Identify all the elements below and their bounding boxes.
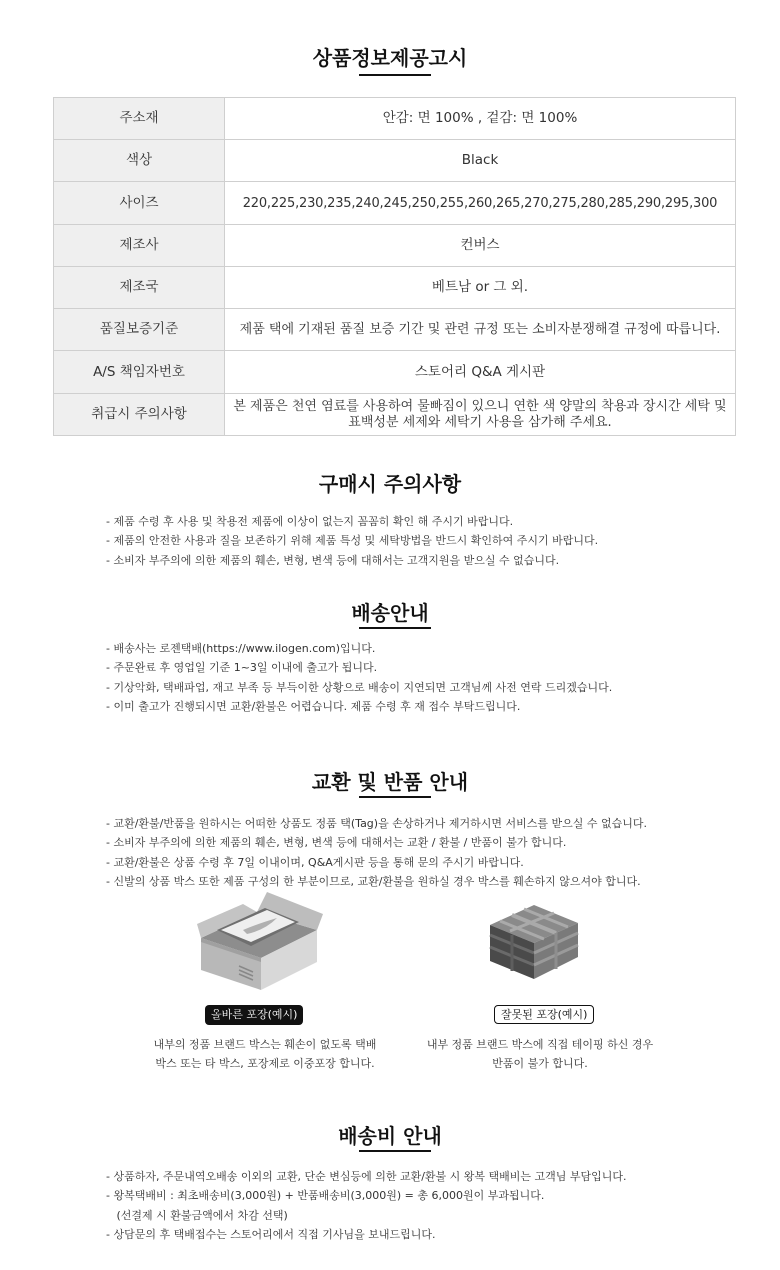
list-item: - 상품하자, 주문내역오배송 이외의 교환, 단순 변심등에 의한 교환/환불 시 왕복 택배비는 고객님 부담입니다. [106, 1170, 627, 1183]
caption-line: 반품이 불가 합니다. [492, 1057, 588, 1070]
list-item: - 교환/환불은 상품 수령 후 7일 이내이며, Q&A게시판 등을 통해 문의 주시기 바랍니다. [106, 855, 524, 869]
list-item: - 기상악화, 택배파업, 재고 부족 등 부득이한 상황으로 배송이 지연되면 고객님께 사전 연락 드리겠습니다. [106, 680, 613, 694]
product-info-title: 상품정보제공고시 [312, 46, 468, 70]
good-packing-caption [140, 1035, 390, 1073]
row-label: 주소재 [54, 98, 225, 140]
good-packing-image [195, 890, 325, 992]
shipping-fee-title: 배송비 안내 [338, 1124, 442, 1148]
list-item: - 왕복택배비 : 최초배송비(3,000원) + 반품배송비(3,000원) = 총 6,000원이 부과됩니다. [106, 1189, 545, 1203]
row-value: 스토어리 Q&A 게시판 [225, 351, 736, 394]
list-item: - 제품의 안전한 사용과 질을 보존하기 위해 제품 특성 및 세탁방법을 반드시 확인하여 주시기 바랍니다. [106, 534, 599, 548]
purchase-caution-title: 구매시 주의사항 [318, 472, 462, 496]
caption-line: 내부 정품 브랜드 박스에 직접 테이핑 하신 경우 [426, 1038, 654, 1051]
list-item: - 이미 출고가 진행되시면 교환/환불은 어렵습니다. 제품 수령 후 재 접수 부탁드립니다. [106, 699, 521, 713]
row-value: Black [225, 140, 736, 182]
table-row [54, 182, 736, 225]
title-underline [359, 74, 431, 76]
row-label: 사이즈 [54, 182, 225, 225]
title-underline [359, 796, 431, 798]
table-row [54, 309, 736, 351]
row-label: 품질보증기준 [54, 309, 225, 351]
good-packing-badge: 올바른 포장(예시) [205, 1005, 303, 1025]
row-label: A/S 책임자번호 [54, 351, 225, 394]
row-label: 제조사 [54, 225, 225, 267]
row-value: 본 제품은 천연 염료를 사용하여 물빠짐이 있으니 연한 색 양말의 착용과 장시간 세탁 및 표백성분 세제와 세탁기 사용을 삼가해 주세요. [225, 394, 736, 436]
shipping-list [106, 639, 612, 716]
exchange-list [106, 814, 647, 891]
list-item: - 소비자 부주의에 의한 제품의 훼손, 변형, 변색 등에 대해서는 고객지원을 받으실 수 없습니다. [106, 553, 560, 567]
row-value: 안감: 면 100% , 겉감: 면 100% [225, 98, 736, 140]
list-item: (선결제 시 환불금액에서 차감 선택) [106, 1208, 288, 1222]
list-item: - 배송사는 로젠택배(https://www.ilogen.com)입니다. [106, 642, 376, 655]
product-info-table [53, 97, 736, 436]
title-underline [359, 1150, 431, 1152]
list-item: - 소비자 부주의에 의한 제품의 훼손, 변형, 변색 등에 대해서는 교환 / 환불 / 반품이 불가 합니다. [106, 836, 567, 850]
list-item: - 신발의 상품 박스 또한 제품 구성의 한 부분이므로, 교환/환불을 원하실 경우 박스를 훼손하지 않으셔야 합니다. [106, 874, 641, 888]
table-row [54, 267, 736, 309]
table-row [54, 225, 736, 267]
row-value: 베트남 or 그 외. [225, 267, 736, 309]
table-row [54, 394, 736, 436]
bad-packing-image [486, 895, 582, 985]
list-item: - 주문완료 후 영업일 기준 1~3일 이내에 출고가 됩니다. [106, 661, 378, 675]
table-row [54, 140, 736, 182]
exchange-title: 교환 및 반품 안내 [311, 770, 469, 794]
bad-packing-caption [415, 1035, 665, 1073]
caption-line: 박스 또는 타 박스, 포장제로 이중포장 합니다. [155, 1057, 375, 1070]
list-item: - 교환/환불/반품을 원하시는 어떠한 상품도 정품 택(Tag)을 손상하거나 제거하시면 서비스를 받으실 수 없습니다. [106, 817, 647, 830]
row-label: 취급시 주의사항 [54, 394, 225, 436]
title-underline [359, 627, 431, 629]
shipping-fee-list [106, 1167, 627, 1244]
list-item: - 제품 수령 후 사용 및 착용전 제품에 이상이 없는지 꼼꼼히 확인 해 주시기 바랍니다. [106, 515, 514, 528]
table-row [54, 351, 736, 394]
row-label: 색상 [54, 140, 225, 182]
bad-packing-badge: 잘못된 포장(예시) [494, 1005, 594, 1024]
shipping-title: 배송안내 [351, 601, 429, 625]
caption-line: 내부의 정품 브랜드 박스는 훼손이 없도록 택배 [153, 1038, 377, 1051]
row-value: 220,225,230,235,240,245,250,255,260,265,270,275,280,285,290,295,300 [225, 182, 736, 225]
list-item: - 상담문의 후 택배접수는 스토어리에서 직접 기사님을 보내드립니다. [106, 1227, 436, 1241]
purchase-caution-list [106, 512, 598, 570]
row-value: 제품 택에 기재된 품질 보증 기간 및 관련 규정 또는 소비자분쟁해결 규정에 따릅니다. [225, 309, 736, 351]
table-row [54, 98, 736, 140]
row-value: 컨버스 [225, 225, 736, 267]
row-label: 제조국 [54, 267, 225, 309]
